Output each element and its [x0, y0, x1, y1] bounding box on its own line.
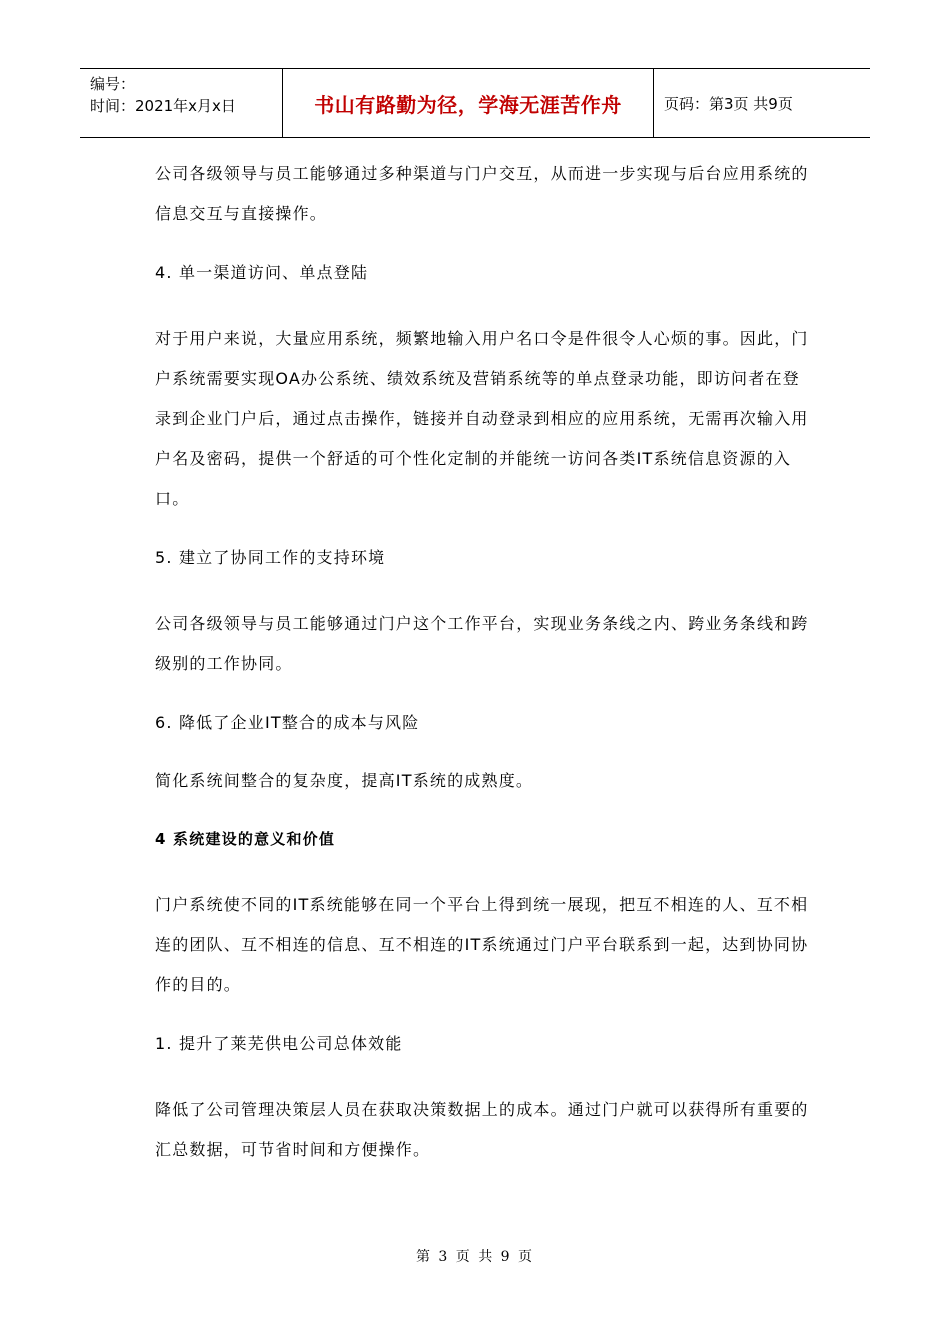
document-time-label: 时间：2021年x月x日: [90, 97, 236, 115]
header-page-label: 页码：第3页 共9页: [664, 94, 793, 113]
page-footer: 第 3 页 共 9 页: [415, 1249, 535, 1265]
header-meta: [80, 69, 282, 137]
value-1-body: 降低了公司管理决策层人员在获取决策数据上的成本。通过门户就可以获得所有重要的汇总数据，可节省时间和方便操作。: [155, 1100, 809, 1159]
value-1-title: 1. 提升了莱芜供电公司总体效能: [155, 1034, 403, 1053]
header-motto: 书山有路勤为径，学海无涯苦作舟: [282, 69, 654, 137]
item-5-title: 5. 建立了协同工作的支持环境: [155, 548, 386, 567]
item-6-body: 简化系统间整合的复杂度，提高IT系统的成熟度。: [155, 771, 534, 790]
section-body: 门户系统使不同的IT系统能够在同一个平台上得到统一展现，把互不相连的人、互不相连的团队、互不相连的信息、互不相连的IT系统通过门户平台联系到一起，达到协同协作的目的。: [155, 895, 809, 994]
item-6-title: 6. 降低了企业IT整合的成本与风险: [155, 713, 420, 732]
document-header: [80, 68, 870, 138]
intro-paragraph: 公司各级领导与员工能够通过多种渠道与门户交互，从而进一步实现与后台应用系统的信息交互与直接操作。: [155, 164, 809, 223]
section-heading: 4 系统建设的意义和价值: [155, 830, 336, 848]
item-4-body: 对于用户来说，大量应用系统，频繁地输入用户名口令是件很令人心烦的事。因此，门户系统需要实现OA办公系统、绩效系统及营销系统等的单点登录功能，即访问者在登录到企业门户后，通过点击操作，链接并自动登录到相应的应用系统，无需再次输入用户名及密码，提供一个舒适的可个性化定制的并能统一访问各类IT系统信息资源的入口。: [155, 329, 809, 508]
document-number-label: 编号：: [90, 75, 136, 93]
document-body: [155, 154, 815, 1197]
item-4-title: 4. 单一渠道访问、单点登陆: [155, 263, 369, 282]
item-5-body: 公司各级领导与员工能够通过门户这个工作平台，实现业务条线之内、跨业务条线和跨级别的工作协同。: [155, 614, 809, 673]
